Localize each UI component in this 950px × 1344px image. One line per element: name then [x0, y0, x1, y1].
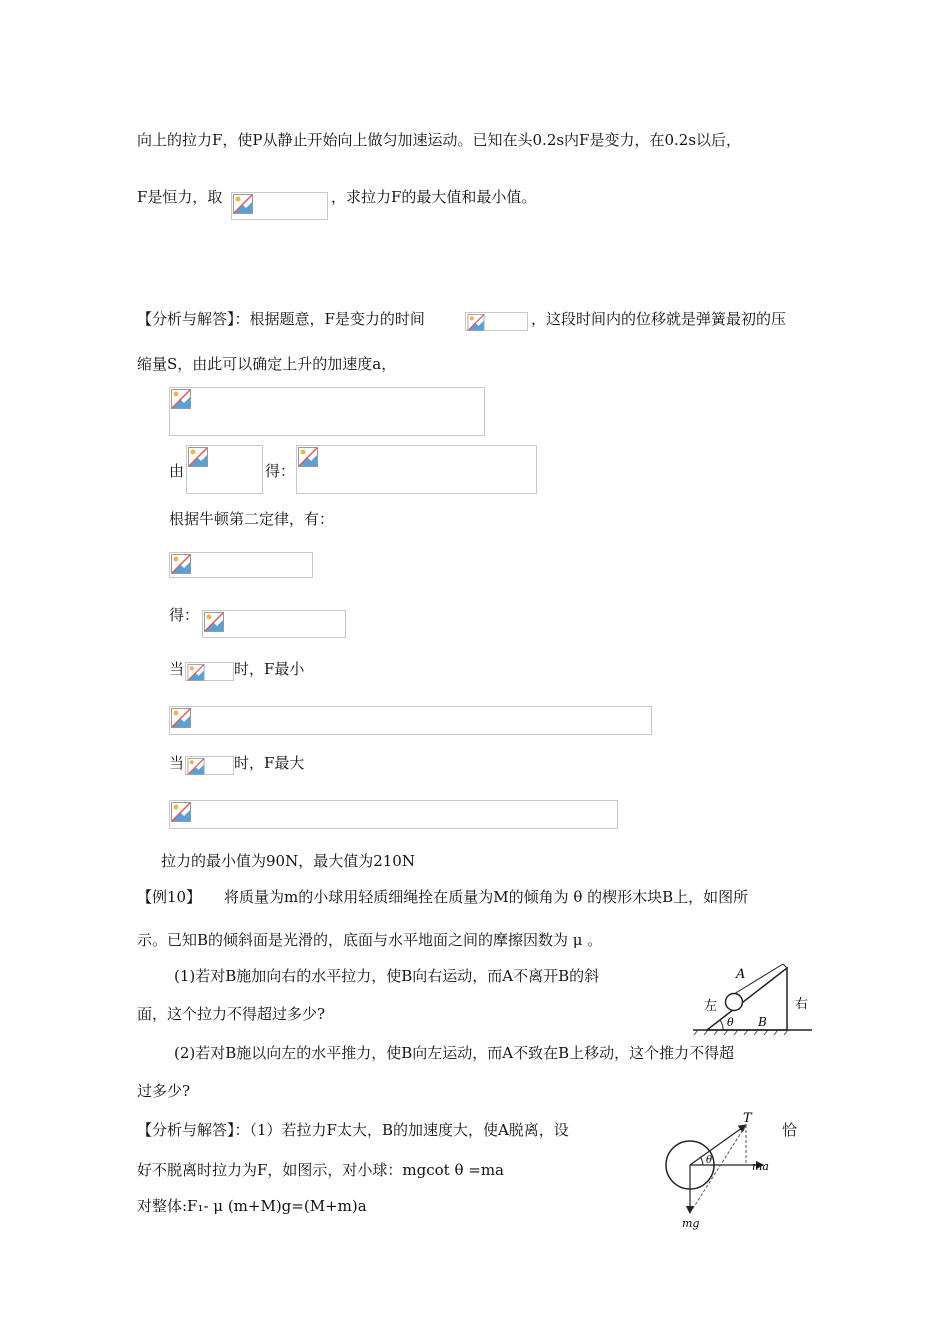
force-diagram [660, 1110, 785, 1235]
formula-image-placeholder [186, 445, 263, 494]
broken-image-icon [188, 447, 208, 467]
text-line: 由 [169, 462, 185, 480]
text-line: 过多少? [137, 1082, 191, 1100]
broken-image-icon [204, 612, 224, 632]
text-line: 将质量为m的小球用轻质细绳拴在质量为M的倾角为 θ 的楔形木块B上，如图所 [224, 888, 749, 906]
broken-image-icon [467, 314, 485, 331]
text-line: ，求拉力F的最大值和最小值。 [331, 188, 537, 206]
label-a: A [736, 967, 746, 982]
formula-image-placeholder [169, 387, 485, 436]
text-line: 时，F最大 [234, 754, 305, 772]
question-2: (2)若对B施以向左的水平推力，使B向左运动，而A不致在B上移动，这个推力不得超 [174, 1044, 735, 1062]
text-line: 面，这个拉力不得超过多少? [137, 1005, 326, 1023]
formula-image-placeholder [185, 756, 234, 775]
text-line: 时，F最小 [234, 660, 305, 678]
broken-image-icon [187, 664, 205, 681]
label-theta: θ [727, 1016, 734, 1029]
formula-image-placeholder [202, 610, 346, 638]
formula-image-placeholder [296, 445, 537, 494]
broken-image-icon [171, 554, 191, 574]
formula-image-placeholder [169, 552, 313, 578]
text-line: 根据牛顿第二定律，有： [169, 510, 335, 528]
text-line: 向上的拉力F，使P从静止开始向上做匀加速运动。已知在头0.2s内F是变力，在0.2s以后， [137, 131, 742, 149]
broken-image-icon [233, 194, 253, 214]
wedge-figure [690, 958, 815, 1038]
broken-image-icon [171, 389, 191, 409]
text-line: ，这段时间内的位移就是弹簧最初的压 [531, 310, 787, 328]
label-left: 左 [704, 999, 718, 1014]
text-line: 得： [169, 606, 200, 624]
text-line: 好不脱离时拉力为F，如图示，对小球：mgcot θ =ma [137, 1161, 504, 1179]
broken-image-icon [171, 708, 191, 728]
section-heading: 【分析与解答】：（1）若拉力F太大，B的加速度大，使A脱离，设 [137, 1121, 569, 1139]
example-label: 【例10】 [137, 888, 202, 906]
question-1: (1)若对B施加向右的水平拉力，使B向右运动，而A不离开B的斜 [174, 967, 600, 985]
formula-image-placeholder [169, 800, 618, 829]
text-line: 当 [169, 754, 185, 772]
broken-image-icon [298, 447, 318, 467]
label-mg: mg [682, 1217, 700, 1230]
equation-line: 对整体:F₁- μ (m+M)g=(M+m)a [137, 1197, 367, 1215]
formula-image-placeholder [169, 706, 652, 735]
label-right: 右 [795, 997, 809, 1012]
text-line: 缩量S，由此可以确定上升的加速度a， [137, 355, 397, 373]
text-line: 得： [265, 462, 296, 480]
label-ma: ma [752, 1160, 769, 1173]
text-line: F是恒力，取 [137, 188, 223, 206]
broken-image-icon [171, 802, 191, 822]
label-theta: θ [706, 1155, 713, 1166]
formula-image-placeholder [231, 192, 328, 220]
text-line: 示。已知B的倾斜面是光滑的，底面与水平地面之间的摩擦因数为 μ 。 [137, 931, 603, 949]
text-line: 当 [169, 660, 185, 678]
broken-image-icon [187, 758, 205, 775]
text-line: 恰 [782, 1121, 798, 1139]
result-line: 拉力的最小值为90N，最大值为210N [161, 852, 415, 870]
section-heading: 【分析与解答】：根据题意，F是变力的时间 [137, 310, 425, 328]
formula-image-placeholder [465, 312, 528, 331]
label-b: B [758, 1015, 767, 1029]
formula-image-placeholder [185, 662, 234, 681]
label-t: T [743, 1111, 752, 1126]
